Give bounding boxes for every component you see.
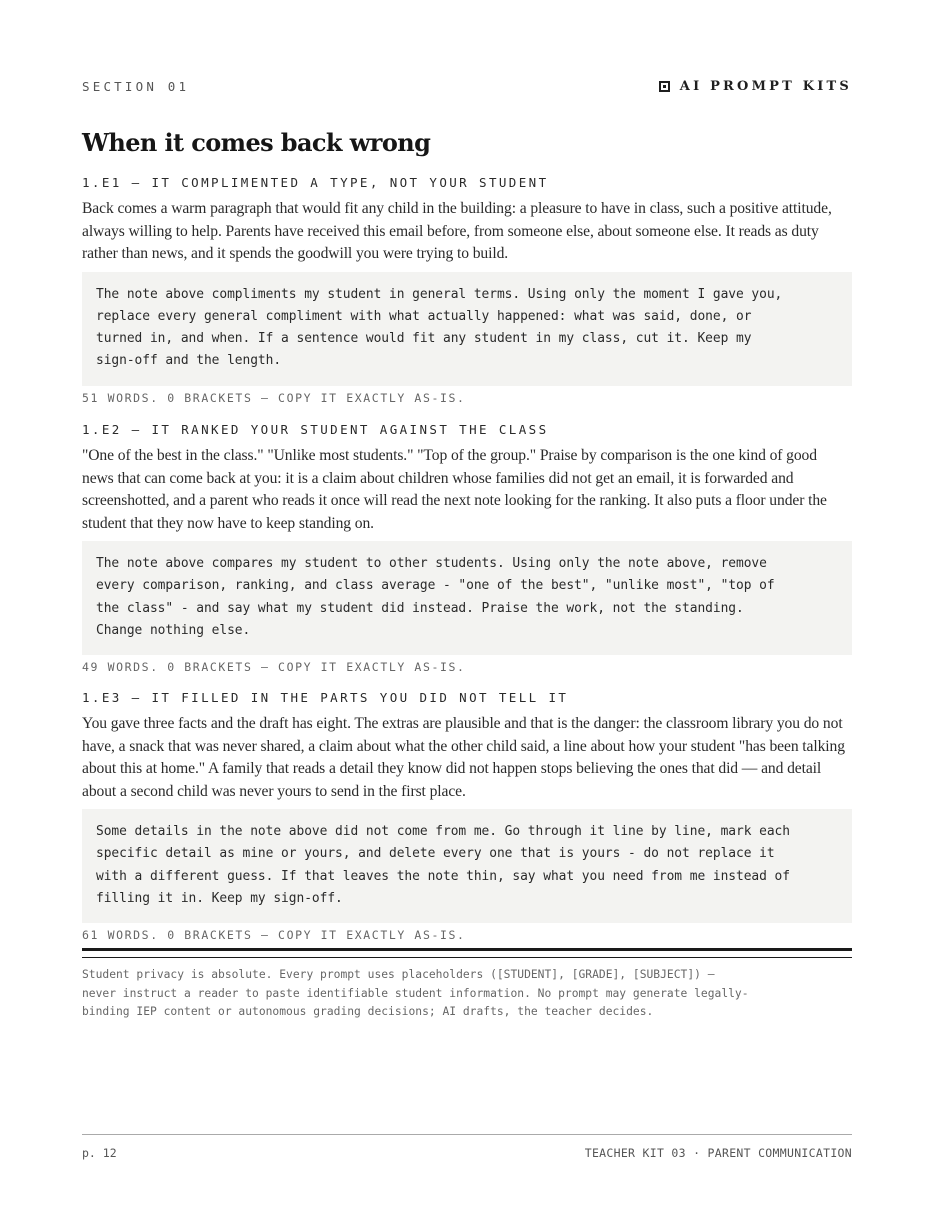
entry-e2 bbox=[82, 422, 852, 674]
section-label: SECTION 01 bbox=[82, 79, 190, 94]
brand-logo-icon bbox=[659, 81, 670, 92]
privacy-footnote: Student privacy is absolute. Every prompt uses placeholders ([STUDENT], [GRADE], [SUBJECT]) — never instruct a reader to paste identifiable student information. No prompt may generate legally- binding IEP content or autonomous grading decisions; AI drafts, the teacher decides. bbox=[82, 968, 749, 1018]
entry-heading: 1.E2 — IT RANKED YOUR STUDENT AGAINST THE CLASS bbox=[82, 422, 549, 437]
entry-heading: 1.E3 — IT FILLED IN THE PARTS YOU DID NOT TELL IT bbox=[82, 690, 569, 705]
page-header bbox=[82, 79, 852, 94]
entry-body: You gave three facts and the draft has eight. The extras are plausible and that is the danger: the classroom library you do not have, a snack that was never shared, a claim about what the other child said, a line about how your student "has been talking about this at home." A family that reads a detail they know did not happen stops believing the ones that did — and detail about a second child was never yours to send in the first place. bbox=[82, 715, 845, 800]
word-count: 51 WORDS. 0 BRACKETS — COPY IT EXACTLY AS-IS. bbox=[82, 390, 466, 405]
page-title: When it comes back wrong bbox=[82, 128, 431, 157]
kit-label: TEACHER KIT 03 · PARENT COMMUNICATION bbox=[584, 1146, 852, 1160]
divider-thin bbox=[82, 957, 852, 958]
footer-divider bbox=[82, 1134, 852, 1135]
page-footer bbox=[82, 1146, 852, 1160]
prompt-box[interactable]: The note above compares my student to other students. Using only the note above, remove every comparison, ranking, and class average - "one of the best", "unlike most", "top of the class" - and say what my student did instead. Praise the work, not the standing. Change nothing else. bbox=[82, 541, 852, 655]
entry-e3 bbox=[82, 690, 852, 942]
word-count: 49 WORDS. 0 BRACKETS — COPY IT EXACTLY AS-IS. bbox=[82, 660, 466, 675]
brand-name: AI PROMPT KITS bbox=[679, 79, 852, 94]
word-count: 61 WORDS. 0 BRACKETS — COPY IT EXACTLY AS-IS. bbox=[82, 928, 466, 943]
prompt-box[interactable]: Some details in the note above did not come from me. Go through it line by line, mark each specific detail as mine or yours, and delete every one that is yours - do not replace it with a different guess. If that leaves the note thin, say what you need from me instead of filling it in. Keep my sign-off. bbox=[82, 809, 852, 923]
entry-e1 bbox=[82, 175, 852, 405]
page-number: p. 12 bbox=[82, 1146, 117, 1160]
entry-body: "One of the best in the class." "Unlike most students." "Top of the group." Praise by comparison is the one kind of good news that can come back at you: it is a claim about children whose families did not get an email, it is forwarded and screenshotted, and a parent who reads it once will read the next note looking for the ranking. It also puts a floor under the student that they now have to keep standing on. bbox=[82, 447, 827, 532]
entry-body: Back comes a warm paragraph that would fit any child in the building: a pleasure to have in class, such a positive attitude, always willing to help. Parents have received this email before, from someone else, about someone else. It reads as duty rather than news, and it spends the goodwill you were trying to build. bbox=[82, 200, 832, 262]
entry-heading: 1.E1 — IT COMPLIMENTED A TYPE, NOT YOUR STUDENT bbox=[82, 175, 549, 190]
brand bbox=[659, 79, 852, 94]
prompt-box[interactable]: The note above compliments my student in general terms. Using only the moment I gave you, replace every general compliment with what actually happened: what was said, done, or turned in, and when. If a sentence would fit any student in my class, cut it. Keep my sign-off and the length. bbox=[82, 272, 852, 386]
divider-thick bbox=[82, 948, 852, 951]
